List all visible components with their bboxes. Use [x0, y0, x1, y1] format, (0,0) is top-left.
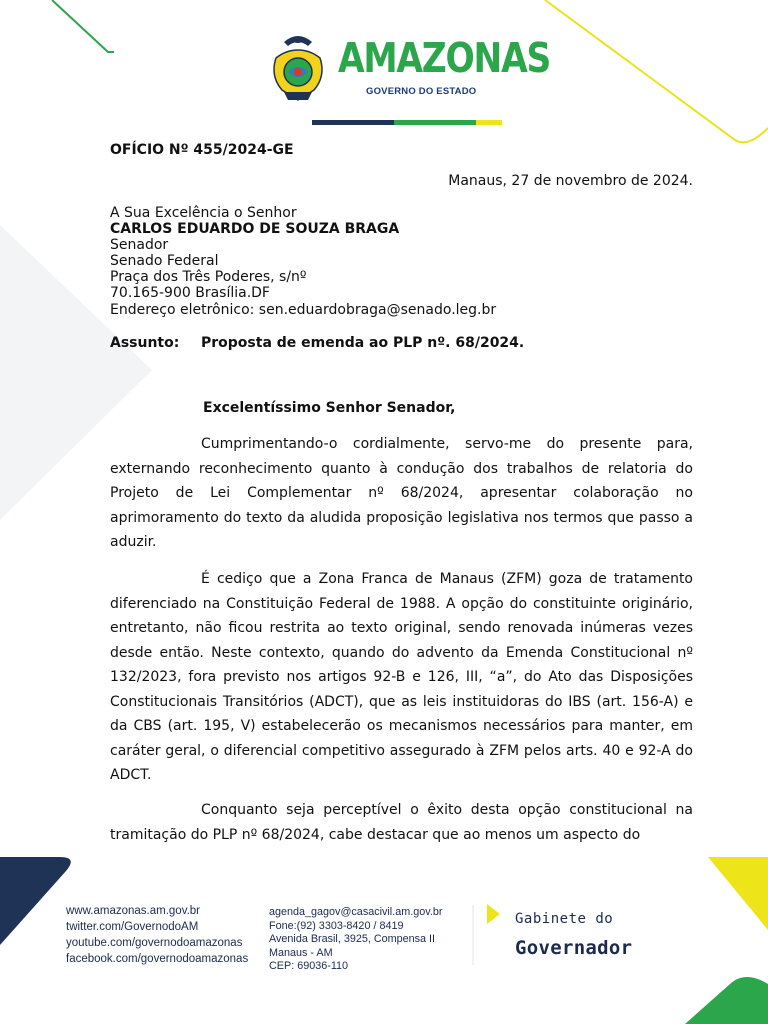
- letterhead: [268, 24, 551, 128]
- flag-bar-yellow: [476, 120, 502, 125]
- recipient-line: Senado Federal: [110, 253, 219, 269]
- brand-subtitle: GOVERNO DO ESTADO: [366, 86, 477, 97]
- flag-bar-green: [394, 120, 476, 125]
- contact-email: agenda_gagov@casacivil.am.gov.br: [269, 906, 443, 918]
- navy-corner-shape: [0, 857, 71, 945]
- contact-phone: Fone:(92) 3303-8420 / 8419: [269, 919, 404, 932]
- recipient-line: 70.165-900 Brasília.DF: [110, 285, 270, 301]
- recipient-line: Praça dos Três Poderes, s/nº: [110, 269, 307, 285]
- subject-label: Assunto:: [110, 335, 180, 351]
- body-paragraph: É cediço que a Zona Franca de Manaus (ZFM) goza de tratamento diferenciado na Constituição Federal de 1988. A opção do constituinte originário, entretanto, não ficou restrita ao texto original, sendo renovada inúmeras vezes desde então. Neste contexto, quando do advento da Emenda Constitucional nº 132/2023, fora previsto nos artigos 92-B e 126, III, “a”, do Ato das Disposições Constitucionais Transitórios (ADCT), que as leis instituidoras do IBS (art. 156-A) e da CBS (art. 195, V) estabelecerão os mecanismos necessários para manter, em caráter geral, o diferencial competitivo assegurado à ZFM pelos arts. 40 e 92-A do ADCT.: [110, 571, 693, 783]
- contact-address: Avenida Brasil, 3925, Compensa II: [269, 933, 436, 945]
- body-paragraph: Conquanto seja perceptível o êxito desta opção constitucional na tramitação do PLP nº 68/2024, cabe destacar que ao menos um aspecto do: [110, 802, 693, 843]
- green-corner-line: [52, 0, 114, 52]
- contact-zip: CEP: 69036-110: [269, 960, 349, 972]
- website-link: www.amazonas.am.gov.br: [66, 905, 201, 917]
- letter-date: Manaus, 27 de novembro de 2024.: [448, 173, 693, 189]
- recipient-line: A Sua Excelência o Senhor: [110, 205, 297, 221]
- state-emblem-icon: [270, 28, 326, 104]
- green-corner-shape: [685, 977, 768, 1024]
- facebook-link: facebook.com/governodoamazonas: [66, 953, 249, 965]
- yellow-corner-line: [545, 0, 768, 142]
- yellow-corner-shape: [708, 857, 768, 930]
- twitter-link: twitter.com/GovernodoAM: [66, 921, 199, 933]
- office-label-line2: Governador: [515, 937, 633, 959]
- footer-web-links: [66, 903, 248, 967]
- office-label-line1: Gabinete do: [515, 911, 614, 927]
- youtube-link: youtube.com/governodoamazonas: [66, 937, 243, 949]
- flag-bar-navy: [312, 120, 394, 125]
- footer-yellow-arrow: [487, 904, 500, 924]
- letter-reference: OFÍCIO Nº 455/2024-GE: [110, 142, 294, 158]
- footer-contact: [269, 906, 442, 974]
- subject-text: Proposta de emenda ao PLP nº. 68/2024.: [201, 335, 525, 351]
- brand-name: AMAZONAS: [338, 34, 551, 82]
- salutation: Excelentíssimo Senhor Senador,: [203, 400, 456, 416]
- body-paragraph: Cumprimentando-o cordialmente, servo-me do presente para, externando reconhecimento quanto à condução dos trabalhos de relatoria do Projeto de Lei Complementar nº 68/2024, apresentar colaboração no aprimoramento do texto da aludida proposição legislativa nos termos que passo a aduzir.: [110, 436, 693, 550]
- recipient-name: CARLOS EDUARDO DE SOUZA BRAGA: [110, 221, 400, 237]
- contact-city: Manaus - AM: [269, 946, 333, 959]
- recipient-email-line: Endereço eletrônico: sen.eduardobraga@senado.leg.br: [110, 302, 497, 318]
- recipient-line: Senador: [110, 237, 169, 253]
